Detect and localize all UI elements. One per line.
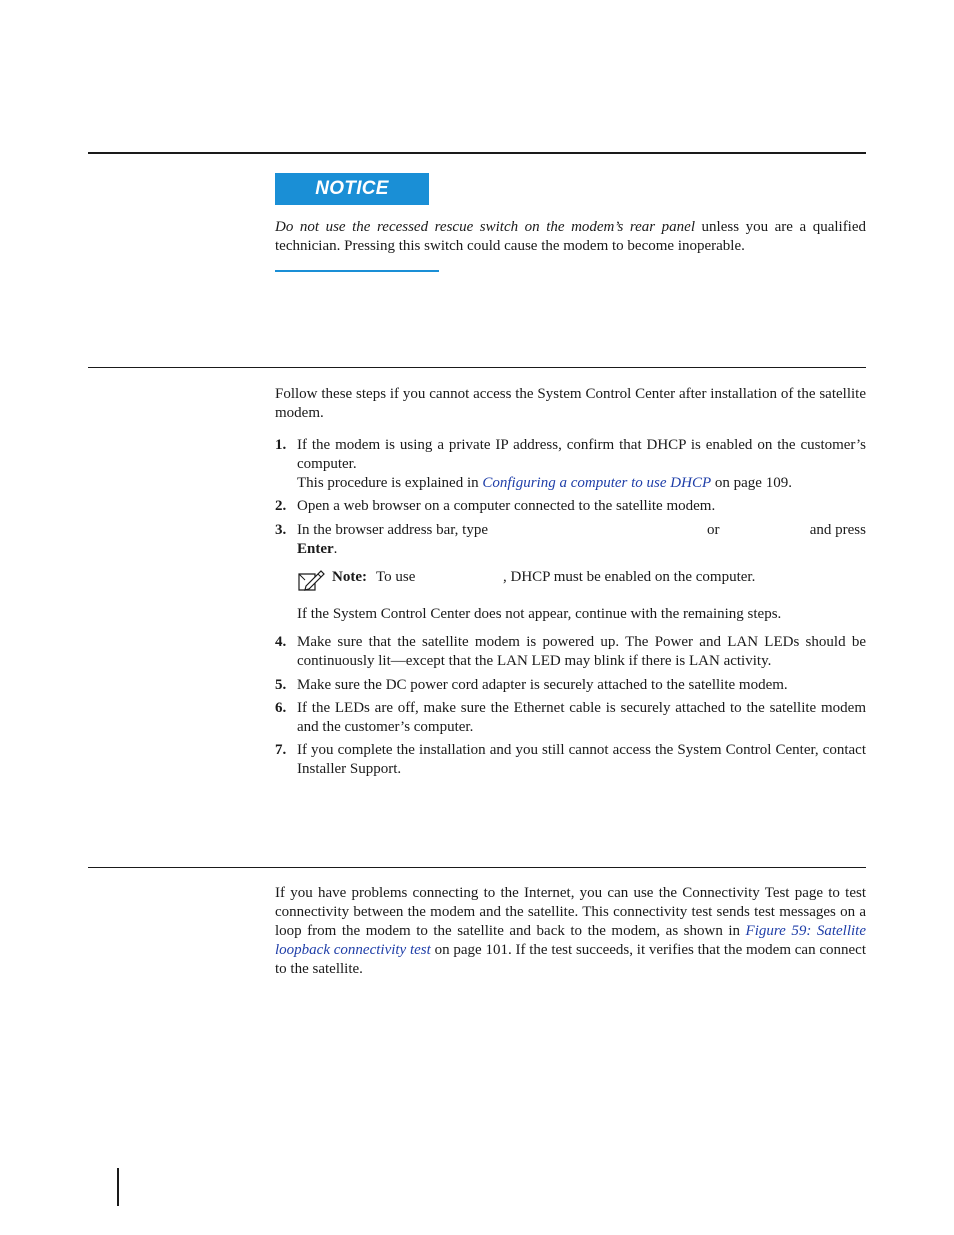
step-number: 5. <box>275 677 287 693</box>
step-3-part1: In the browser address bar, type <box>297 522 489 538</box>
section-rule-top <box>88 152 866 154</box>
note-label: Note: <box>332 569 367 585</box>
section-rule-bottom <box>88 867 866 868</box>
note-prefix: To use <box>376 569 416 585</box>
notice-text-italic: Do not use the recessed rescue switch on the modem’s rear panel <box>275 219 695 235</box>
step-3 <box>275 521 866 559</box>
step-text: Make sure that the satellite modem is powered up. The Power and LAN LEDs should be continuously lit—except that the LAN LED may blink if there is LAN activity. <box>297 634 866 669</box>
pencil-note-icon <box>297 568 325 592</box>
step-3-period: . <box>333 541 338 557</box>
step-body <box>297 436 866 493</box>
link-configuring-dhcp[interactable]: Configuring a computer to use DHCP <box>482 475 712 491</box>
step-text-prefix: This procedure is explained in <box>297 475 483 491</box>
after-note-text: If the System Control Center does not appear, continue with the remaining steps. <box>297 606 782 622</box>
step-3-part2: or <box>707 522 720 538</box>
connectivity-text-b: on page 101. If the test succeeds, it verifies that the modem can connect to the satellite. <box>275 942 866 977</box>
connectivity-text-a: If you have problems connecting to the Internet, you can use the Connectivity Test page to test connectivity between the modem and the satellite. This connectivity test sends test messages on a loop from the modem to the satellite and back to the modem, as shown in <box>275 885 866 939</box>
step-3-line2 <box>297 540 337 559</box>
step-number: 3. <box>275 522 287 538</box>
step-5 <box>275 676 866 695</box>
step-number: 2. <box>275 498 287 514</box>
note-text <box>332 568 756 587</box>
step-1 <box>275 436 866 494</box>
notice-rule <box>275 270 439 272</box>
step-2 <box>275 497 866 516</box>
connectivity-paragraph <box>275 884 866 979</box>
step-text-suffix: on page 109. <box>711 475 792 491</box>
step-number: 7. <box>275 742 287 758</box>
step-number: 4. <box>275 634 287 650</box>
notice-text <box>275 218 866 256</box>
step-text: Open a web browser on a computer connected to the satellite modem. <box>297 498 716 514</box>
step-text: If the modem is using a private IP address, confirm that DHCP is enabled on the customer’s computer. <box>297 437 866 472</box>
step-number: 6. <box>275 700 287 716</box>
step-number: 1. <box>275 437 287 453</box>
step-text-line2 <box>297 474 866 493</box>
step-4 <box>275 633 866 671</box>
step-text: Make sure the DC power cord adapter is securely attached to the satellite modem. <box>297 677 788 693</box>
step-3-part3: and press <box>809 522 866 538</box>
section-rule-middle <box>88 367 866 368</box>
intro-paragraph: Follow these steps if you cannot access the System Control Center after installation of the satellite modem. <box>275 386 866 421</box>
step-text: If the LEDs are off, make sure the Ethernet cable is securely attached to the satellite modem and the customer’s computer. <box>297 700 866 735</box>
step-text: If you complete the installation and you still cannot access the System Control Center, contact Installer Support. <box>297 742 866 777</box>
enter-key-label: Enter <box>297 541 334 557</box>
step-3-line <box>297 521 866 540</box>
step-6 <box>275 699 866 737</box>
notice-text-rest: unless you are a qualified technician. Pressing this switch could cause the modem to become inoperable. <box>275 219 867 254</box>
note-suffix: , DHCP must be enabled on the computer. <box>503 569 756 585</box>
link-figure-59[interactable]: Figure 59: Satellite loopback connectivity test <box>275 923 866 958</box>
notice-badge: NOTICE <box>275 173 429 205</box>
change-bar <box>117 1168 119 1206</box>
step-7 <box>275 741 866 779</box>
